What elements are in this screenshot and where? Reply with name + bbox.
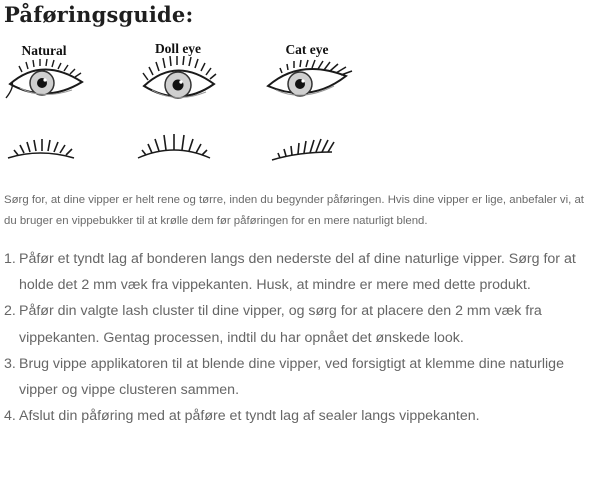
- style-label-doll-eye: Doll eye: [154, 41, 202, 56]
- step-text: Brug vippe applikatoren til at blende dine vipper, ved forsigtigt at klemme dine naturlige vipper og vippe clusteren sammen.: [19, 355, 564, 399]
- cat-eye-lash-map: [268, 130, 336, 164]
- step-number: 3.: [4, 355, 16, 372]
- doll-eye-lash-map: [134, 124, 214, 164]
- application-steps-list: [4, 246, 594, 429]
- step-item: [4, 298, 594, 350]
- natural-lash-map: [4, 128, 78, 164]
- step-item: [4, 351, 594, 403]
- style-label-cat-eye: Cat eye: [285, 42, 329, 57]
- step-text: Påfør din valgte lash cluster til dine vipper, og sørg for at placere den 2 mm væk fra vippekanten. Gentag processen, indtil du har opnået det ønskede look.: [19, 303, 542, 346]
- step-item: [4, 403, 594, 429]
- natural-eye-illustration: [2, 58, 86, 110]
- step-number: 2.: [4, 303, 16, 320]
- intro-paragraph: Sørg for, at dine vipper er helt rene og tørre, inden du begynder påføringen. Hvis dine vipper er lige, anbefaler vi, at du bruger en vippebukker til at krølle dem før påføringen for en mere naturligt blend.: [4, 194, 584, 227]
- step-text: Påfør et tyndt lag af bonderen langs den nederste del af dine naturlige vipper. Sørg for at holde det 2 mm væk fra vippekanten. Husk, at mindre er mere med dette produkt.: [19, 251, 576, 294]
- step-number: 4.: [4, 408, 16, 425]
- step-item: [4, 246, 594, 298]
- step-number: 1.: [4, 251, 16, 267]
- style-label-natural: Natural: [21, 43, 67, 58]
- page-title: Påføringsguide:: [4, 2, 194, 27]
- step-text: Afslut din påføring med at påføre et tyndt lag af sealer langs vippekanten.: [19, 408, 480, 425]
- cat-eye-illustration: [262, 58, 354, 110]
- doll-eye-illustration: [136, 56, 220, 112]
